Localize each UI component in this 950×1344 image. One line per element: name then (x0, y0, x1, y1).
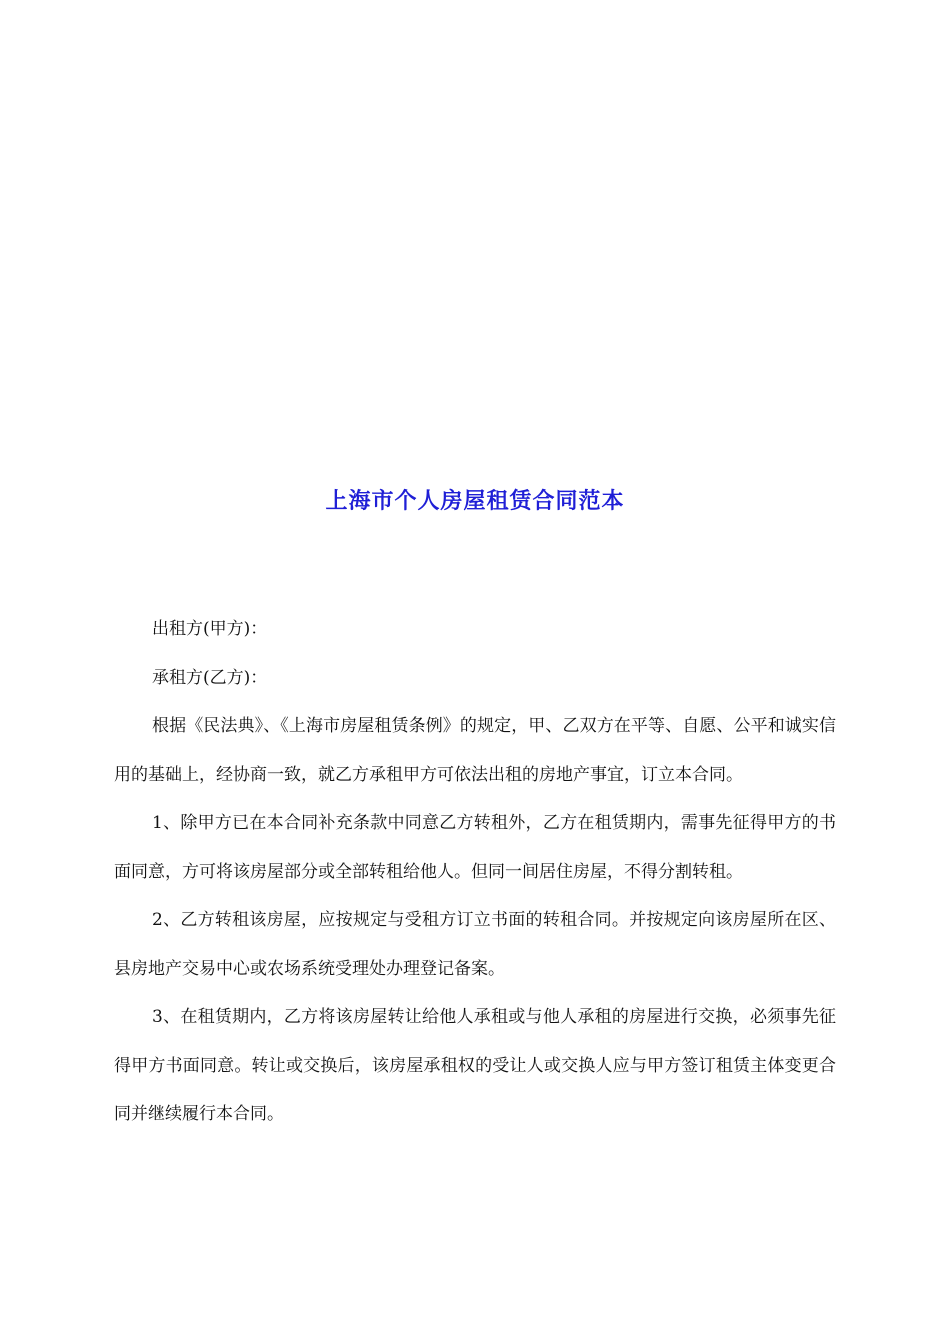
lessor-line: 出租方(甲方)： (152, 619, 268, 639)
clause-1-paragraph: 1、除甲方已在本合同补充条款中同意乙方转租外，乙方在租赁期内，需事先征得甲方的书面同意，方可将该房屋部分或全部转租给他人。但同一间居住房屋，不得分割转租。 (114, 813, 836, 882)
clause-3-paragraph: 3、在租赁期内，乙方将该房屋转让给他人承租或与他人承租的房屋进行交换，必须事先征得甲方书面同意。转让或交换后，该房屋承租权的受让人或交换人应与甲方签订租赁主体变更合同并继续履行本合同。 (114, 1007, 836, 1124)
clause-2-paragraph: 2、乙方转租该房屋，应按规定与受租方订立书面的转租合同。并按规定向该房屋所在区、县房地产交易中心或农场系统受理处办理登记备案。 (114, 910, 836, 979)
document-title: 上海市个人房屋租赁合同范本 (325, 488, 625, 514)
document-body (114, 605, 836, 1139)
preamble-paragraph: 根据《民法典》、《上海市房屋租赁条例》的规定，甲、乙双方在平等、自愿、公平和诚实信用的基础上，经协商一致，就乙方承租甲方可依法出租的房地产事宜，订立本合同。 (114, 716, 836, 785)
lessee-line: 承租方(乙方)： (152, 667, 268, 688)
